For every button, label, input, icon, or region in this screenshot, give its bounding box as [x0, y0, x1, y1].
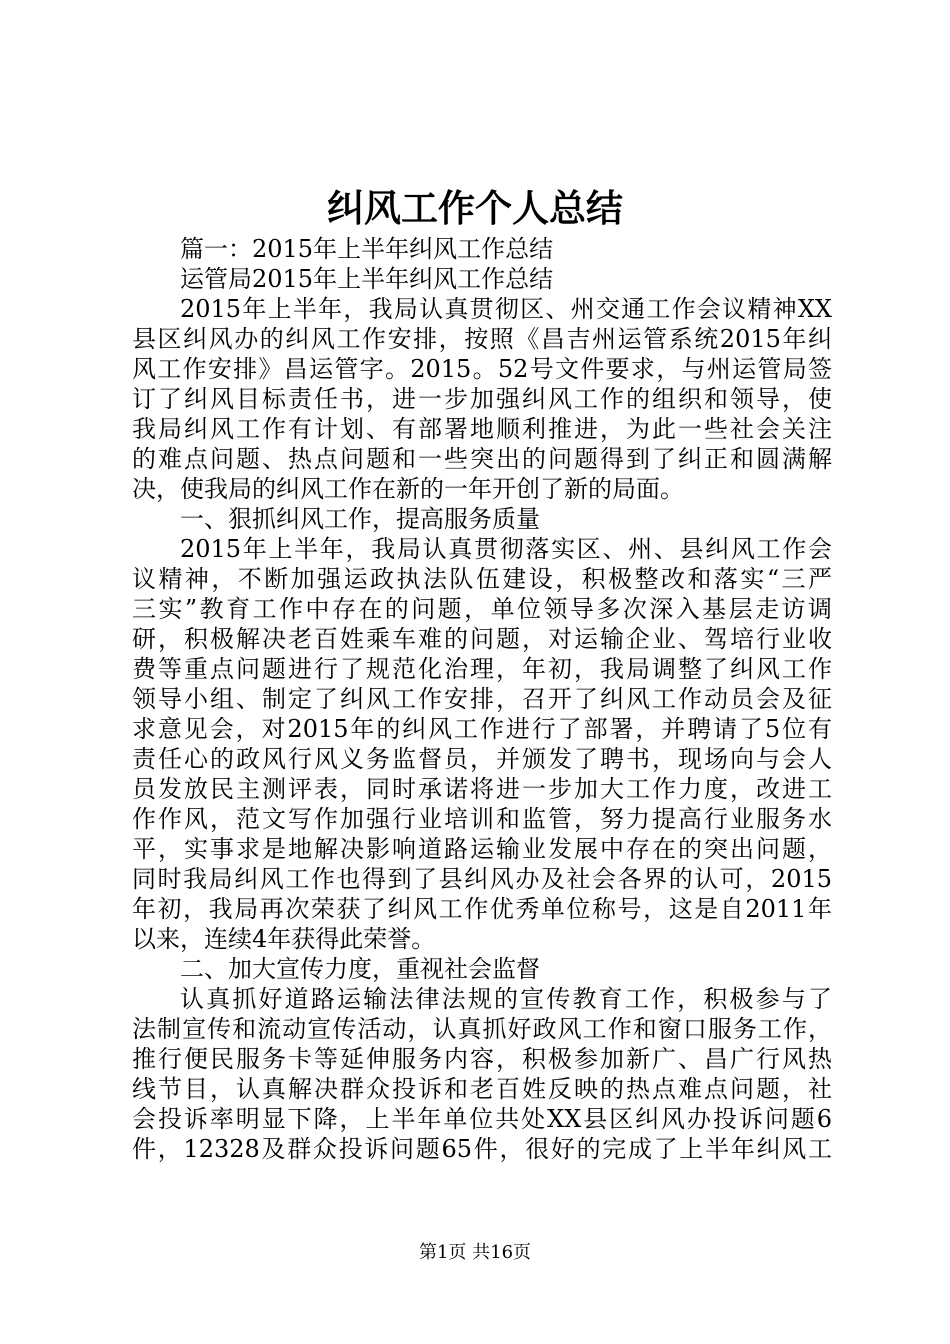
paragraph-line: 篇一：2015年上半年纠风工作总结 — [180, 235, 554, 263]
document-title: 纠风工作个人总结 — [327, 186, 623, 230]
paragraph-line: 的难点问题、热点问题和一些突出的问题得到了纠正和圆满解 — [132, 445, 832, 473]
paragraph-line: 议精神，不断加强运政执法队伍建设，积极整改和落实“三严 — [132, 565, 832, 593]
paragraph-line: 认真抓好道路运输法律法规的宣传教育工作，积极参与了 — [180, 985, 832, 1013]
paragraph-line: 法制宣传和流动宣传活动，认真抓好政风工作和窗口服务工作， — [132, 1015, 832, 1043]
paragraph-line: 决，使我局的纠风工作在新的一年开创了新的局面。 — [132, 475, 684, 503]
paragraph-line: 2015年上半年，我局认真贯彻区、州交通工作会议精神XX — [180, 295, 832, 323]
paragraph-line: 我局纠风工作有计划、有部署地顺利推进，为此一些社会关注 — [132, 415, 832, 443]
paragraph-line: 责任心的政风行风义务监督员，并颁发了聘书，现场向与会人 — [132, 745, 832, 773]
paragraph-line: 一、狠抓纠风工作，提高服务质量 — [180, 505, 540, 533]
paragraph-line: 会投诉率明显下降，上半年单位共处XX县区纠风办投诉问题6 — [132, 1105, 832, 1133]
paragraph-line: 领导小组、制定了纠风工作安排，召开了纠风工作动员会及征 — [132, 685, 832, 713]
paragraph-line: 作作风，范文写作加强行业培训和监管，努力提高行业服务水 — [132, 805, 832, 833]
paragraph-line: 运管局2015年上半年纠风工作总结 — [180, 265, 554, 293]
paragraph-line: 研，积极解决老百姓乘车难的问题，对运输企业、驾培行业收 — [132, 625, 832, 653]
paragraph-line: 同时我局纠风工作也得到了县纠风办及社会各界的认可，2015 — [132, 865, 832, 893]
paragraph-line: 二、加大宣传力度，重视社会监督 — [180, 955, 540, 983]
paragraph-line: 订了纠风目标责任书，进一步加强纠风工作的组织和领导，使 — [132, 385, 832, 413]
paragraph-line: 员发放民主测评表，同时承诺将进一步加大工作力度，改进工 — [132, 775, 832, 803]
paragraph-line: 求意见会，对2015年的纠风工作进行了部署，并聘请了5位有 — [132, 715, 832, 743]
paragraph-line: 风工作安排》昌运管字。2015。52号文件要求，与州运管局签 — [132, 355, 832, 383]
paragraph-line: 线节目，认真解决群众投诉和老百姓反映的热点难点问题，社 — [132, 1075, 832, 1103]
paragraph-line: 推行便民服务卡等延伸服务内容，积极参加新广、昌广行风热 — [132, 1045, 832, 1073]
paragraph-line: 三实”教育工作中存在的问题，单位领导多次深入基层走访调 — [132, 595, 832, 623]
document-body — [132, 234, 832, 1164]
paragraph-line: 年初，我局再次荣获了纠风工作优秀单位称号，这是自2011年 — [132, 895, 832, 923]
paragraph-line: 费等重点问题进行了规范化治理，年初，我局调整了纠风工作 — [132, 655, 832, 683]
page-number-footer: 第1页 共16页 — [418, 1242, 532, 1263]
paragraph-line: 件，12328及群众投诉问题65件，很好的完成了上半年纠风工 — [132, 1135, 832, 1163]
paragraph-line: 2015年上半年，我局认真贯彻落实区、州、县纠风工作会 — [180, 535, 832, 563]
paragraph-line: 以来，连续4年获得此荣誉。 — [132, 925, 436, 953]
paragraph-line: 县区纠风办的纠风工作安排，按照《昌吉州运管系统2015年纠 — [132, 325, 832, 353]
paragraph-line: 平，实事求是地解决影响道路运输业发展中存在的突出问题， — [132, 835, 832, 863]
